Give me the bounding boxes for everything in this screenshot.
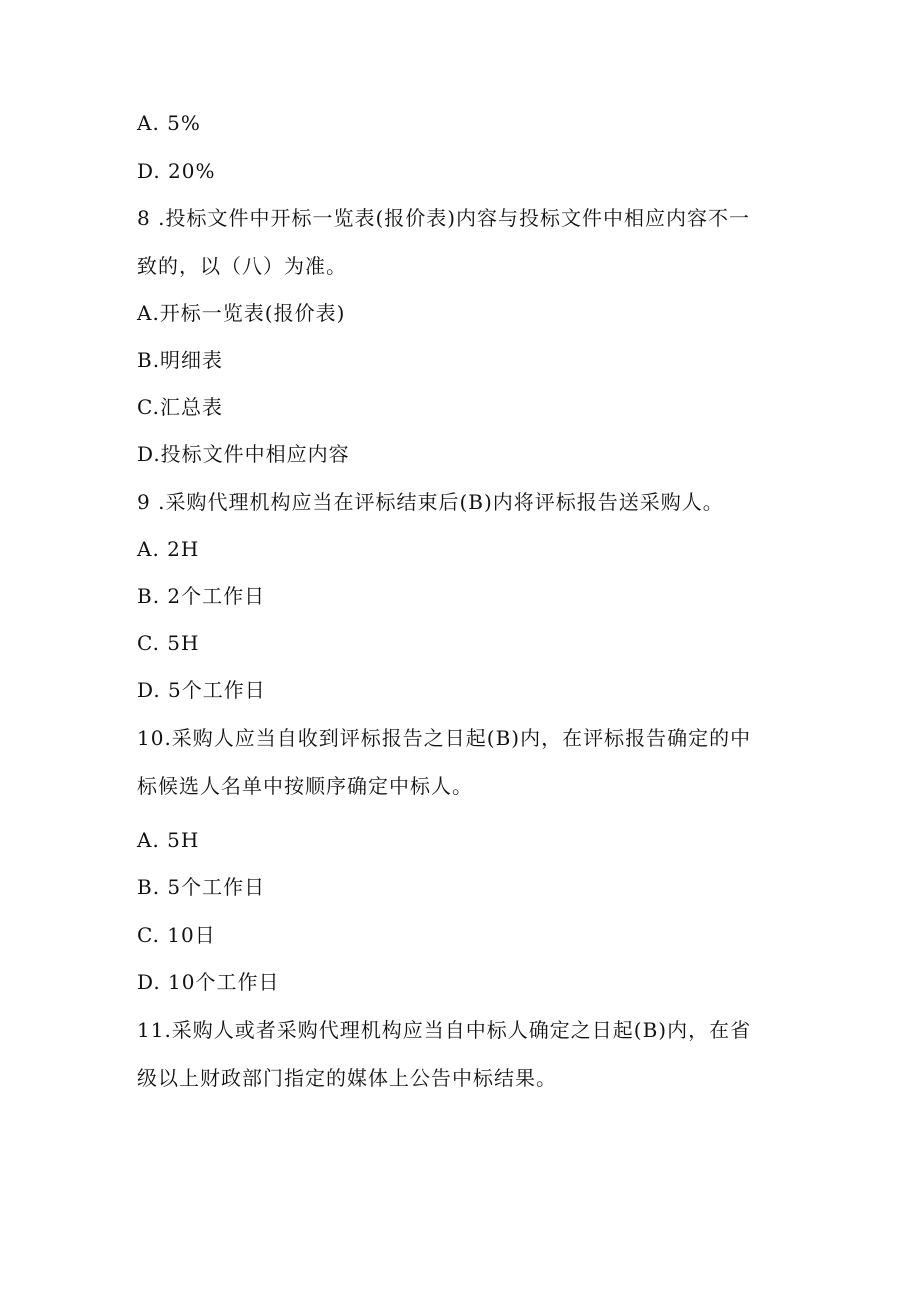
option-a-q8: A.开标一览表(报价表) xyxy=(137,301,346,325)
question-8-line-1: 8 .投标文件中开标一览表(报价表)内容与投标文件中相应内容不一 xyxy=(137,206,751,230)
option-b-q9: B. 2个工作日 xyxy=(137,584,266,608)
option-a-q7: A. 5% xyxy=(137,111,201,135)
option-d-q10: D. 10个工作日 xyxy=(137,970,280,994)
question-10-line-1: 10.采购人应当自收到评标报告之日起(B)内，在评标报告确定的中 xyxy=(137,726,752,750)
option-d-q9: D. 5个工作日 xyxy=(137,678,266,702)
option-c-q10: C. 10日 xyxy=(137,923,216,947)
question-11-line-1: 11.采购人或者采购代理机构应当自中标人确定之日起(B)内，在省 xyxy=(137,1018,752,1042)
option-b-q8: B.明细表 xyxy=(137,348,224,372)
question-10-line-2: 标候选人名单中按顺序确定中标人。 xyxy=(137,774,473,798)
question-8-line-2: 致的，以（八）为准。 xyxy=(137,254,347,278)
option-d-q7: D. 20% xyxy=(137,159,216,183)
option-a-q9: A. 2H xyxy=(137,537,200,561)
option-b-q10: B. 5个工作日 xyxy=(137,875,266,899)
option-c-q8: C.汇总表 xyxy=(137,395,223,419)
question-11-line-2: 级以上财政部门指定的媒体上公告中标结果。 xyxy=(137,1066,557,1090)
option-d-q8: D.投标文件中相应内容 xyxy=(137,442,350,466)
option-c-q9: C. 5H xyxy=(137,631,200,655)
question-9: 9 .采购代理机构应当在评标结束后(B)内将评标报告送采购人。 xyxy=(137,490,724,514)
option-a-q10: A. 5H xyxy=(137,828,200,852)
